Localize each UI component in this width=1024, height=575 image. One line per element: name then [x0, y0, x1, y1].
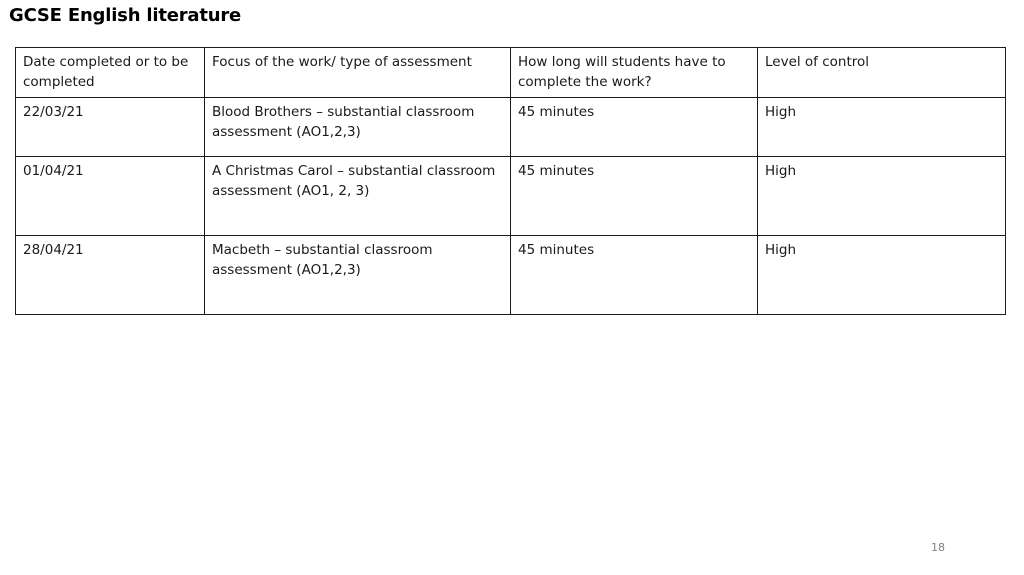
page-number: 18: [931, 541, 945, 554]
header-control: Level of control: [758, 48, 1006, 98]
cell-control: High: [758, 157, 1006, 236]
cell-duration: 45 minutes: [511, 98, 758, 157]
cell-duration: 45 minutes: [511, 236, 758, 315]
cell-focus: Macbeth – substantial classroom assessment (AO1,2,3): [205, 236, 511, 315]
assessment-table: [15, 47, 1006, 315]
cell-control: High: [758, 98, 1006, 157]
header-focus: Focus of the work/ type of assessment: [205, 48, 511, 98]
cell-duration: 45 minutes: [511, 157, 758, 236]
cell-focus: A Christmas Carol – substantial classroom assessment (AO1, 2, 3): [205, 157, 511, 236]
cell-date: 22/03/21: [16, 98, 205, 157]
cell-date: 28/04/21: [16, 236, 205, 315]
slide-title: GCSE English literature: [9, 5, 242, 26]
cell-focus: Blood Brothers – substantial classroom assessment (AO1,2,3): [205, 98, 511, 157]
cell-date: 01/04/21: [16, 157, 205, 236]
table-row: [16, 98, 1006, 157]
header-date: Date completed or to be completed: [16, 48, 205, 98]
cell-control: High: [758, 236, 1006, 315]
header-duration: How long will students have to complete the work?: [511, 48, 758, 98]
table-row: [16, 157, 1006, 236]
table-row: [16, 236, 1006, 315]
table-header-row: [16, 48, 1006, 98]
